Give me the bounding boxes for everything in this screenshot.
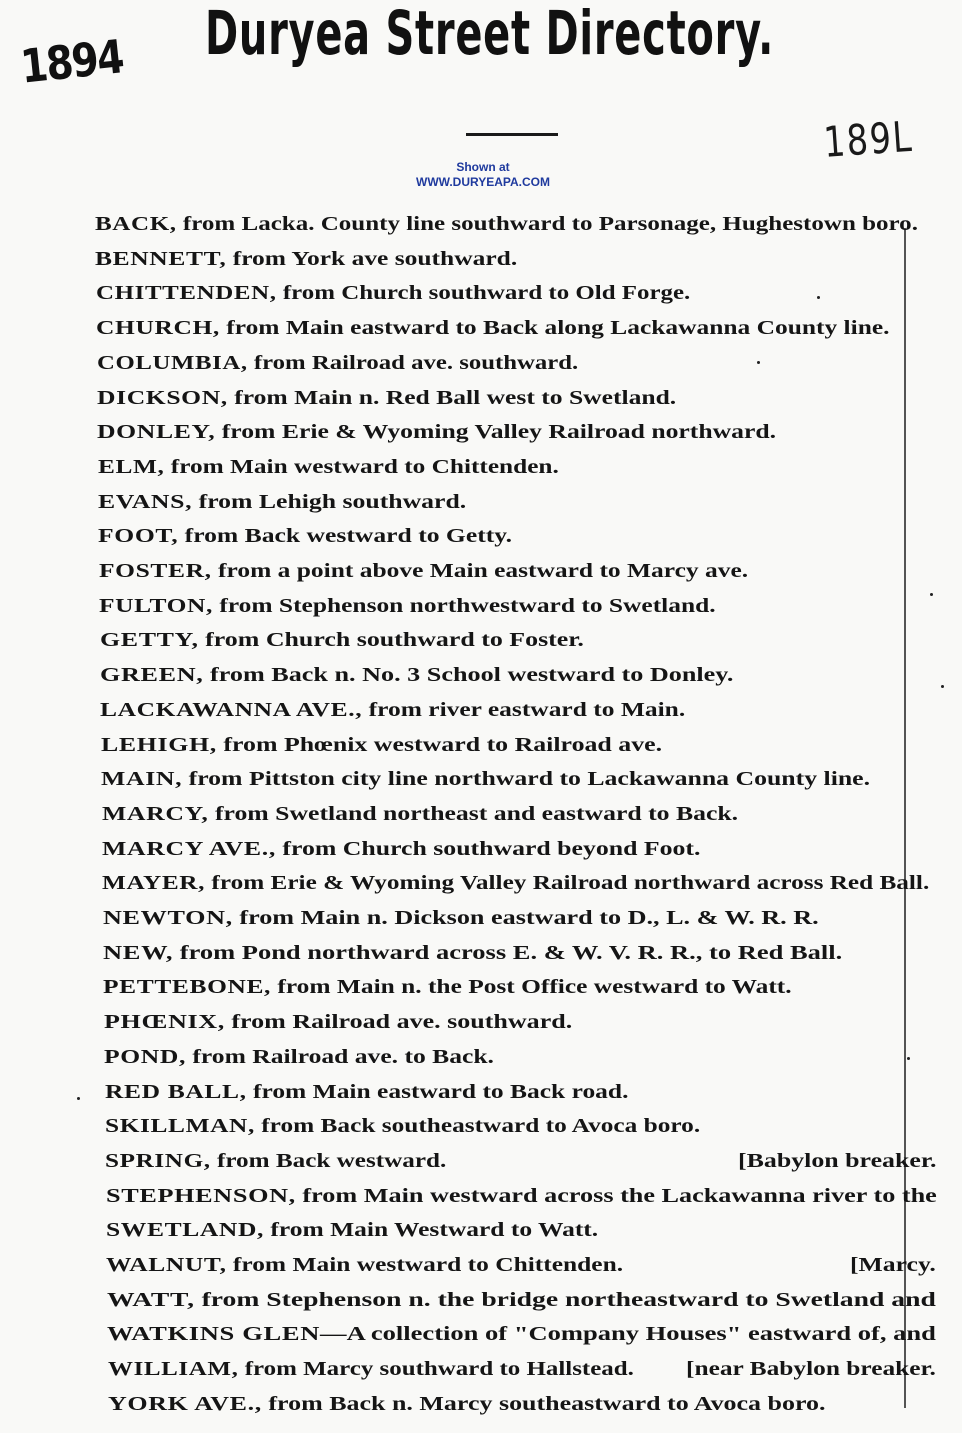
- directory-entry: [102, 835, 700, 863]
- street-description: from Marcy southward to Hallstead.: [238, 1358, 634, 1381]
- street-description: from Main westward across the Lackawanna river to the: [295, 1184, 937, 1207]
- street-description: from Back n. Marcy southeastward to Avoca boro.: [261, 1392, 826, 1415]
- street-name: SWETLAND,: [106, 1219, 265, 1242]
- street-description: from Main eastward to Back road.: [246, 1080, 628, 1103]
- directory-entry: [108, 1355, 634, 1383]
- street-description: from Erie & Wyoming Valley Railroad northward across Red Ball.: [205, 872, 930, 895]
- directory-entry: [95, 210, 918, 238]
- street-description: from Phœnix westward to Railroad ave.: [216, 733, 662, 756]
- street-name: EVANS,: [98, 490, 193, 513]
- directory-entry: [99, 592, 716, 620]
- directory-entry: [107, 1320, 936, 1348]
- street-name: ELM,: [97, 455, 165, 478]
- handwritten-year-right: 189L: [822, 111, 915, 167]
- handwritten-year-left: 1894: [18, 29, 126, 94]
- street-name: DICKSON,: [96, 386, 228, 409]
- street-description: —A collection of "Company Houses" eastward of, and: [320, 1323, 937, 1346]
- directory-entry: [103, 973, 792, 1001]
- street-description: from York ave southward.: [226, 247, 518, 270]
- directory-entry: [103, 939, 842, 967]
- street-name: FOOT,: [98, 525, 179, 548]
- directory-entry: [97, 418, 776, 446]
- directory-entry: [106, 1182, 937, 1210]
- street-name: MARCY AVE.,: [101, 837, 276, 860]
- street-description: from river eastward to Main.: [362, 698, 686, 721]
- street-name: CHITTENDEN,: [95, 282, 277, 305]
- directory-entry: [100, 626, 584, 654]
- street-name: CHURCH,: [96, 317, 221, 340]
- street-description: from Main n. Dickson eastward to D., L. & W. R. R.: [232, 907, 819, 929]
- street-description: from Main westward to Chittenden.: [164, 455, 559, 478]
- street-description: from Main n. Red Ball west to Swetland.: [227, 386, 677, 409]
- street-name: NEWTON,: [102, 907, 233, 929]
- speck: [941, 685, 944, 688]
- directory-entry: [103, 904, 819, 932]
- street-name: POND,: [104, 1045, 187, 1068]
- street-description: from Church southward beyond Foot.: [275, 837, 701, 860]
- street-name: WATT,: [106, 1288, 195, 1311]
- directory-entry: [96, 314, 889, 342]
- street-description: from Church southward to Old Forge.: [276, 282, 691, 305]
- directory-entry: [98, 522, 512, 550]
- directory-entry: [102, 869, 929, 897]
- speck: [77, 1097, 80, 1100]
- street-name: MARCY,: [101, 802, 209, 825]
- street-description: from Stephenson n. the bridge northeastward to Swetland and: [194, 1288, 936, 1311]
- street-name: PHŒNIX,: [103, 1011, 225, 1034]
- street-name: FULTON,: [99, 594, 214, 617]
- directory-entry: [105, 1112, 700, 1140]
- street-description: from Back westward.: [211, 1149, 447, 1172]
- street-name: NEW,: [103, 941, 174, 964]
- street-description: from Swetland northeast and eastward to Back.: [208, 802, 738, 825]
- street-description: from Lacka. County line southward to Parsonage, Hughestown boro.: [176, 213, 918, 235]
- directory-entry: [98, 453, 559, 481]
- street-name: LEHIGH,: [100, 733, 217, 756]
- note-near-babylon-breaker: [near Babylon breaker.: [686, 1358, 936, 1381]
- street-name: WATKINS GLEN: [107, 1323, 321, 1346]
- directory-entry: [101, 731, 662, 759]
- street-name: SKILLMAN,: [104, 1115, 255, 1138]
- directory-entry: [105, 1147, 446, 1175]
- directory-entry: [100, 696, 685, 724]
- street-description: from Lehigh southward.: [192, 490, 467, 513]
- street-name: WALNUT,: [106, 1254, 228, 1276]
- speck: [907, 1057, 910, 1060]
- street-description: from Railroad ave. southward.: [247, 351, 578, 374]
- directory-entry: [99, 557, 748, 585]
- directory-entry: [105, 1078, 628, 1106]
- street-description: from Main eastward to Back along Lackawanna County line.: [220, 317, 890, 340]
- street-description: from Railroad ave. to Back.: [186, 1045, 495, 1068]
- directory-entry: [102, 800, 738, 828]
- directory-entry: [104, 1008, 572, 1036]
- street-name: GREEN,: [99, 664, 204, 687]
- speck: [930, 593, 933, 596]
- note-babylon-breaker: [Babylon breaker.: [738, 1149, 937, 1172]
- street-name: MAIN,: [101, 768, 183, 791]
- street-description: from Stephenson northwestward to Swetland.: [213, 594, 716, 617]
- street-name: RED BALL,: [104, 1080, 247, 1103]
- directory-entry: [104, 1043, 494, 1071]
- speck: [757, 361, 760, 364]
- street-description: from Back n. No. 3 School westward to Donley.: [203, 664, 734, 687]
- street-description: from Main n. the Post Office westward to Watt.: [271, 976, 793, 999]
- street-description: from Main Westward to Watt.: [264, 1219, 599, 1242]
- note-marcy: [Marcy.: [850, 1254, 936, 1276]
- directory-entry: [95, 245, 517, 273]
- street-name: BACK,: [95, 213, 177, 235]
- street-description: from Back southeastward to Avoca boro.: [254, 1115, 701, 1138]
- street-name: COLUMBIA,: [96, 351, 248, 374]
- directory-entry: [100, 661, 733, 689]
- street-description: from a point above Main eastward to Marcy ave.: [211, 560, 748, 582]
- street-description: from Main westward to Chittenden.: [227, 1254, 624, 1276]
- directory-entry: [97, 349, 578, 377]
- street-description: from Railroad ave. southward.: [224, 1011, 572, 1034]
- street-name: DONLEY,: [97, 421, 216, 444]
- directory-entry: [96, 279, 690, 307]
- directory-entry: [98, 488, 466, 516]
- street-description: from Pittston city line northward to Lackawanna County line.: [182, 768, 871, 791]
- street-name: BENNETT,: [95, 247, 227, 270]
- street-name: PETTEBONE,: [103, 976, 272, 999]
- street-name: YORK AVE.,: [108, 1392, 262, 1415]
- street-description: from Erie & Wyoming Valley Railroad northward.: [215, 421, 777, 444]
- street-description: from Church southward to Foster.: [198, 629, 584, 652]
- directory-entry: [97, 384, 676, 412]
- street-description: from Pond northward across E. & W. V. R. R., to Red Ball.: [173, 941, 843, 964]
- page-title: Duryea Street Directory.: [205, 0, 775, 69]
- shown-at-label: Shown at: [456, 160, 510, 174]
- street-name: GETTY,: [99, 629, 199, 652]
- directory-entry: [101, 765, 870, 793]
- directory-entry: [106, 1251, 623, 1279]
- shown-at-url: WWW.DURYEAPA.COM: [416, 175, 550, 189]
- street-name: WILLIAM,: [107, 1358, 239, 1381]
- street-name: LACKAWANNA AVE.,: [100, 698, 363, 721]
- directory-entry: [106, 1216, 598, 1244]
- directory-entry: [108, 1390, 826, 1418]
- speck: [817, 296, 820, 299]
- street-name: FOSTER,: [98, 560, 212, 582]
- directory-entry: [107, 1286, 936, 1314]
- street-name: SPRING,: [105, 1149, 212, 1172]
- street-name: MAYER,: [102, 872, 206, 895]
- street-name: STEPHENSON,: [105, 1184, 296, 1207]
- street-description: from Back westward to Getty.: [178, 525, 513, 548]
